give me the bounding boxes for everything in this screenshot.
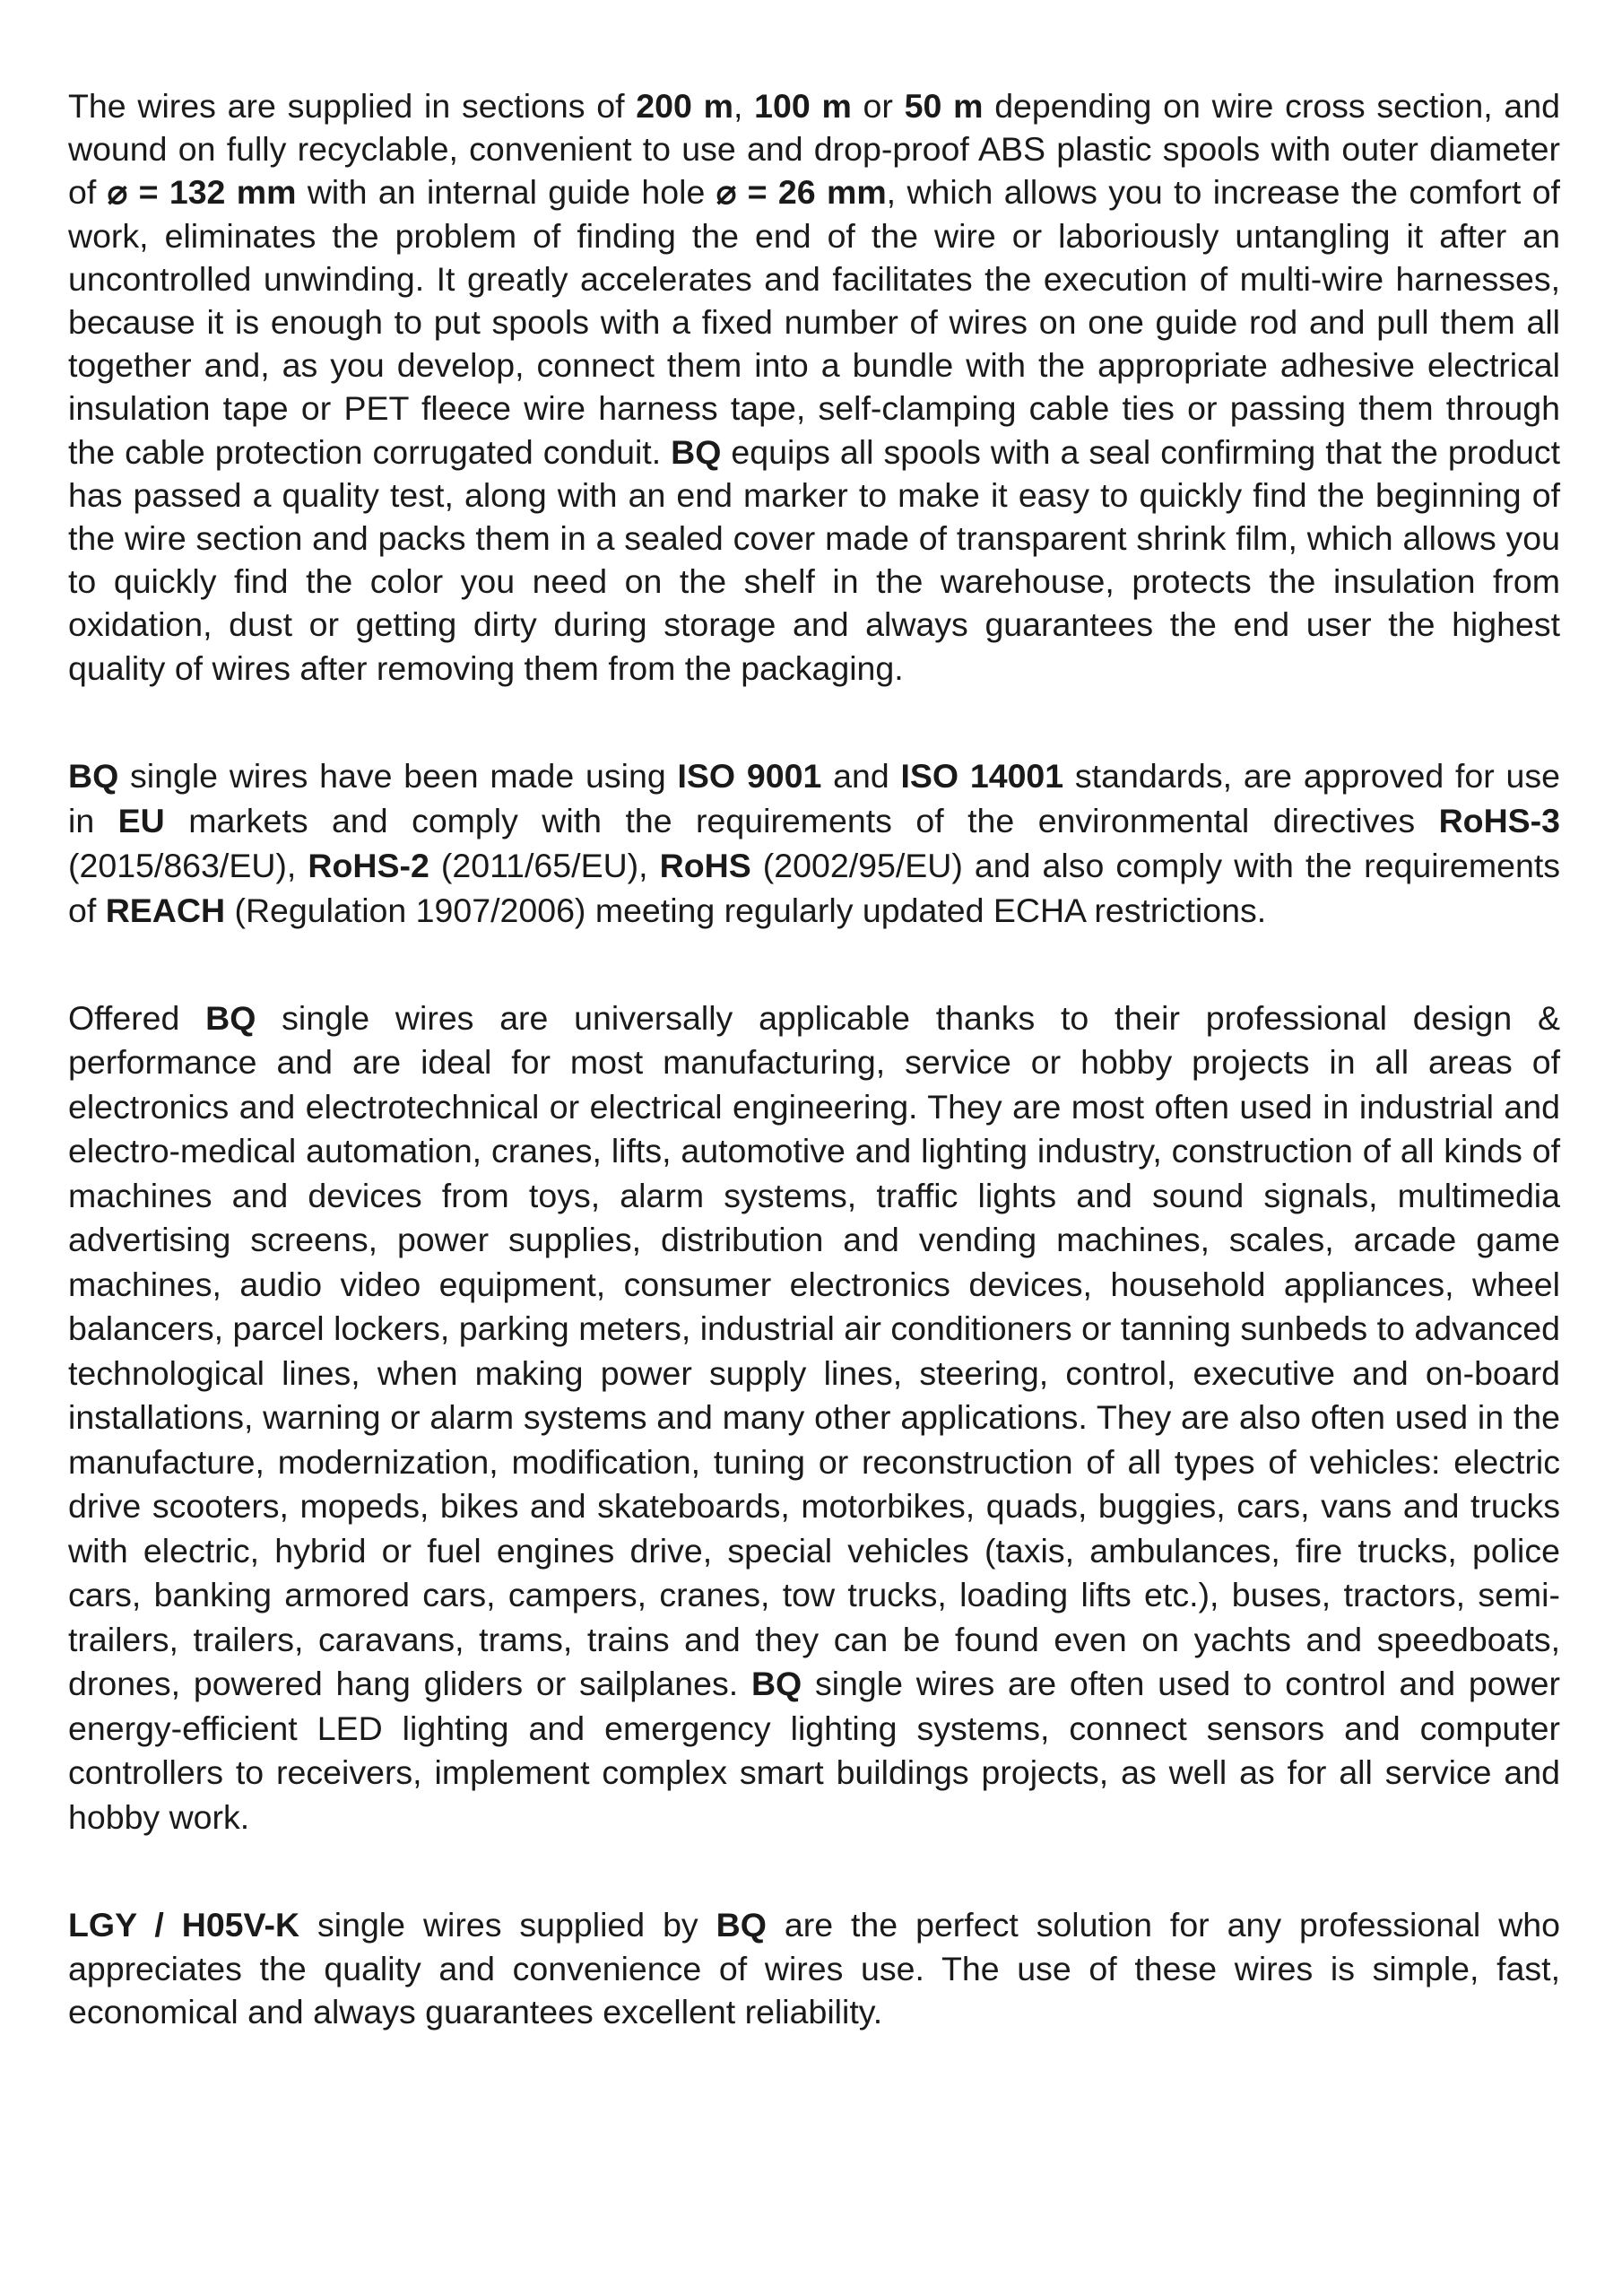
text-run: single wires have been made using: [118, 756, 678, 795]
bold-text: 200 m: [636, 87, 733, 125]
text-run: ,: [733, 87, 755, 125]
text-run: with an internal guide hole: [296, 173, 716, 212]
bold-text: ISO 14001: [900, 756, 1064, 795]
bold-text: BQ: [716, 1906, 767, 1944]
bold-text: 100 m: [754, 87, 852, 125]
text-run: standards, are approved for use in: [68, 756, 1560, 839]
text-run: and: [821, 756, 901, 795]
bold-text: 50 m: [904, 87, 984, 125]
text-run: Offered: [68, 998, 206, 1037]
text-run: markets and comply with the requirements of the environmental directives: [164, 801, 1439, 839]
bold-text: EU: [117, 801, 165, 839]
text-run: (Regulation 1907/2006) meeting regularly updated ECHA restrictions.: [225, 891, 1267, 929]
text-run: (2015/863/EU),: [68, 846, 308, 884]
bold-text: RoHS: [659, 846, 751, 884]
bold-text: BQ: [750, 1665, 802, 1703]
bold-text: RoHS-3: [1438, 801, 1561, 839]
text-run: (2011/65/EU),: [429, 846, 660, 884]
paragraph-spools: [68, 84, 1560, 690]
text-run: depending on wire cross section, and wound on fully recyclable, convenient to use and drop-proof ABS plastic spools with outer diameter of: [68, 87, 1560, 212]
text-run: , which allows you to increase the comfort of work, eliminates the problem of finding the end of the wire or laboriously untangling it after an uncontrolled unwinding. It greatly accelerates and facilitates the execution of multi-wire harnesses, because it is enough to put spools with a fixed number of wires on one guide rod and pull them all together and, as you develop, connect them into a bundle with the appropriate adhesive electrical insulation tape or PET fleece wire harness tape, self-clamping cable ties or passing them through the cable protection corrugated conduit.: [68, 173, 1560, 471]
text-run: single wires supplied by: [299, 1906, 716, 1944]
bold-text: BQ: [205, 998, 256, 1037]
bold-text: LGY / H05V-K: [68, 1906, 300, 1944]
text-run: single wires are often used to control and power energy-efficient LED lighting and emergency lighting systems, connect sensors and computer controllers to receivers, implement complex smart buildings projects, as well as for all service and hobby work.: [68, 1665, 1560, 1836]
bold-text: BQ: [671, 432, 722, 471]
document-page: [68, 84, 1560, 2034]
bold-text: BQ: [68, 756, 119, 795]
text-run: or: [851, 87, 905, 125]
paragraph-standards: [68, 753, 1560, 933]
bold-text: ⌀ = 26 mm: [716, 173, 887, 212]
bold-text: ISO 9001: [677, 756, 822, 795]
paragraph-conclusion: [68, 1903, 1560, 2034]
text-run: (2002/95/EU) and also comply with the requirements of: [68, 846, 1561, 929]
bold-text: RoHS-2: [308, 846, 429, 884]
text-run: are the perfect solution for any professional who appreciates the quality and convenience of wires use. The use of these wires is simple, fast, economical and always guarantees excellent reliability.: [68, 1906, 1560, 2031]
bold-text: ⌀ = 132 mm: [107, 173, 297, 212]
bold-text: REACH: [105, 891, 226, 929]
text-run: equips all spools with a seal confirming that the product has passed a quality test, along with an end marker to make it easy to quickly find the beginning of the wire section and packs them in a sealed cover made of transparent shrink film, which allows you to quickly find the color you need on the shelf in the warehouse, protects the insulation from oxidation, dust or getting dirty during storage and always guarantees the end user the highest quality of wires after removing them from the packaging.: [68, 432, 1560, 687]
text-run: single wires are universally applicable thanks to their professional design & performance and are ideal for most manufacturing, service or hobby projects in all areas of electronics and electrotechnical or electrical engineering. They are most often used in industrial and electro-medical automation, cranes, lifts, automotive and lighting industry, construction of all kinds of machines and devices from toys, alarm systems, traffic lights and sound signals, multimedia advertising screens, power supplies, distribution and vending machines, scales, arcade game machines, audio video equipment, consumer electronics devices, household appliances, wheel balancers, parcel lockers, parking meters, industrial air conditioners or tanning sunbeds to advanced technological lines, when making power supply lines, steering, control, executive and on-board installations, warning or alarm systems and many other applications. They are also often used in the manufacture, modernization, modification, tuning or reconstruction of all types of vehicles: electric drive scooters, mopeds, bikes and skateboards, motorbikes, quads, buggies, cars, vans and trucks with electric, hybrid or fuel engines drive, special vehicles (taxis, ambulances, fire trucks, police cars, banking armored cars, campers, cranes, tow trucks, loading lifts etc.), buses, tractors, semi-trailers, trailers, caravans, trams, trains and they can be found even on yachts and speedboats, drones, powered hang gliders or sailplanes.: [68, 998, 1560, 1703]
paragraph-applications: [68, 996, 1560, 1840]
text-run: The wires are supplied in sections of: [68, 87, 637, 125]
